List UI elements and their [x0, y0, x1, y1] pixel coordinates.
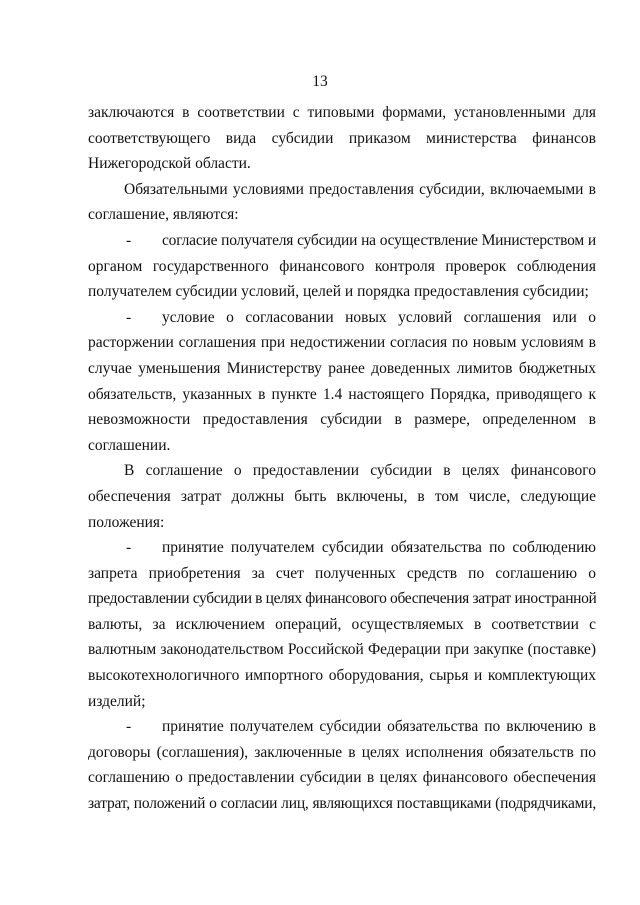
- paragraph: [88, 305, 596, 459]
- line-text: случае уменьшения Министерству ранее доведенных лимитов бюджетных: [88, 359, 596, 377]
- line-text: валюты, за исключением операций, осуществляемых в соответствии с: [88, 615, 596, 633]
- text-line: [88, 689, 596, 715]
- text-line: [88, 740, 596, 766]
- line-text: соглашению о предоставлении субсидии в целях финансового обеспечения: [88, 769, 596, 787]
- line-text: договоры (соглашения), заключенные в целях исполнения обязательств по: [88, 743, 596, 761]
- page-number: 13: [312, 73, 328, 90]
- paragraph: [88, 714, 596, 816]
- line-text: принятие получателем субсидии обязательства по соблюдению: [162, 539, 596, 557]
- line-text: В соглашение о предоставлении субсидии в целях финансового: [124, 462, 596, 480]
- line-text: невозможности предоставления субсидии в размере, определенном в: [88, 411, 596, 429]
- text-line: [88, 535, 596, 561]
- paragraph: [88, 535, 596, 714]
- line-text: валютным законодательством Российской Федерации при закупке (поставке): [88, 641, 596, 659]
- text-line: [88, 356, 596, 382]
- text-line: [88, 330, 596, 356]
- list-dash-marker: -: [126, 231, 131, 249]
- text-line: [88, 433, 596, 459]
- line-text: затрат, положений о согласии лиц, являющихся поставщиками (подрядчиками,: [88, 795, 596, 813]
- document-body: [88, 100, 596, 817]
- list-dash-marker: -: [126, 308, 132, 326]
- paragraph: [88, 458, 596, 535]
- text-line: [88, 100, 596, 126]
- text-line: [88, 765, 596, 791]
- line-text: предоставлении субсидии в целях финансового обеспечения затрат иностранной: [88, 590, 596, 608]
- text-line: [88, 612, 596, 638]
- line-text: положения:: [88, 513, 165, 531]
- text-line: [88, 637, 596, 663]
- line-text: условие о согласовании новых условий соглашения или о: [162, 308, 596, 326]
- line-text: Нижегородской области.: [88, 155, 251, 173]
- line-text: получателем субсидии условий, целей и порядка предоставления субсидии;: [88, 283, 589, 301]
- paragraph: [88, 100, 596, 177]
- line-text: соответствующего вида субсидии приказом министерства финансов: [88, 129, 596, 147]
- text-line: [88, 663, 596, 689]
- text-line: [88, 151, 596, 177]
- line-text: заключаются в соответствии с типовыми формами, установленными для: [88, 104, 596, 121]
- paragraph: [88, 228, 596, 305]
- list-dash-marker: -: [126, 539, 132, 557]
- text-line: [88, 484, 596, 510]
- line-text: Обязательными условиями предоставления субсидии, включаемыми в: [124, 180, 596, 198]
- line-text: запрета приобретения за счет полученных средств по соглашению о: [88, 564, 596, 582]
- text-line: [88, 510, 596, 536]
- line-text: расторжении соглашения при недостижении согласия по новым условиям в: [88, 334, 596, 352]
- line-text: высокотехнологичного импортного оборудования, сырья и комплектующих: [88, 667, 596, 685]
- text-line: [88, 228, 596, 254]
- line-text: соглашение, являются:: [88, 206, 239, 224]
- text-line: [88, 177, 596, 203]
- text-line: [88, 561, 596, 587]
- text-line: [88, 305, 596, 331]
- text-line: [88, 126, 596, 152]
- text-line: [88, 714, 596, 740]
- line-text: обеспечения затрат должны быть включены, в том числе, следующие: [88, 487, 596, 505]
- line-text: органом государственного финансового контроля проверок соблюдения: [88, 257, 596, 275]
- text-line: [88, 279, 596, 305]
- text-line: [88, 254, 596, 280]
- line-text: соглашении.: [88, 436, 171, 454]
- list-dash-marker: -: [126, 718, 132, 736]
- text-line: [88, 407, 596, 433]
- text-line: [88, 202, 596, 228]
- line-text: принятие получателем субсидии обязательства по включению в: [162, 718, 596, 736]
- line-text: обязательств, указанных в пункте 1.4 настоящего Порядка, приводящего к: [88, 385, 596, 403]
- line-text: согласие получателя субсидии на осуществление Министерством и: [162, 231, 596, 249]
- text-line: [88, 791, 596, 817]
- text-line: [88, 382, 596, 408]
- line-text: изделий;: [88, 692, 146, 710]
- text-line: [88, 458, 596, 484]
- paragraph: [88, 177, 596, 228]
- text-line: [88, 586, 596, 612]
